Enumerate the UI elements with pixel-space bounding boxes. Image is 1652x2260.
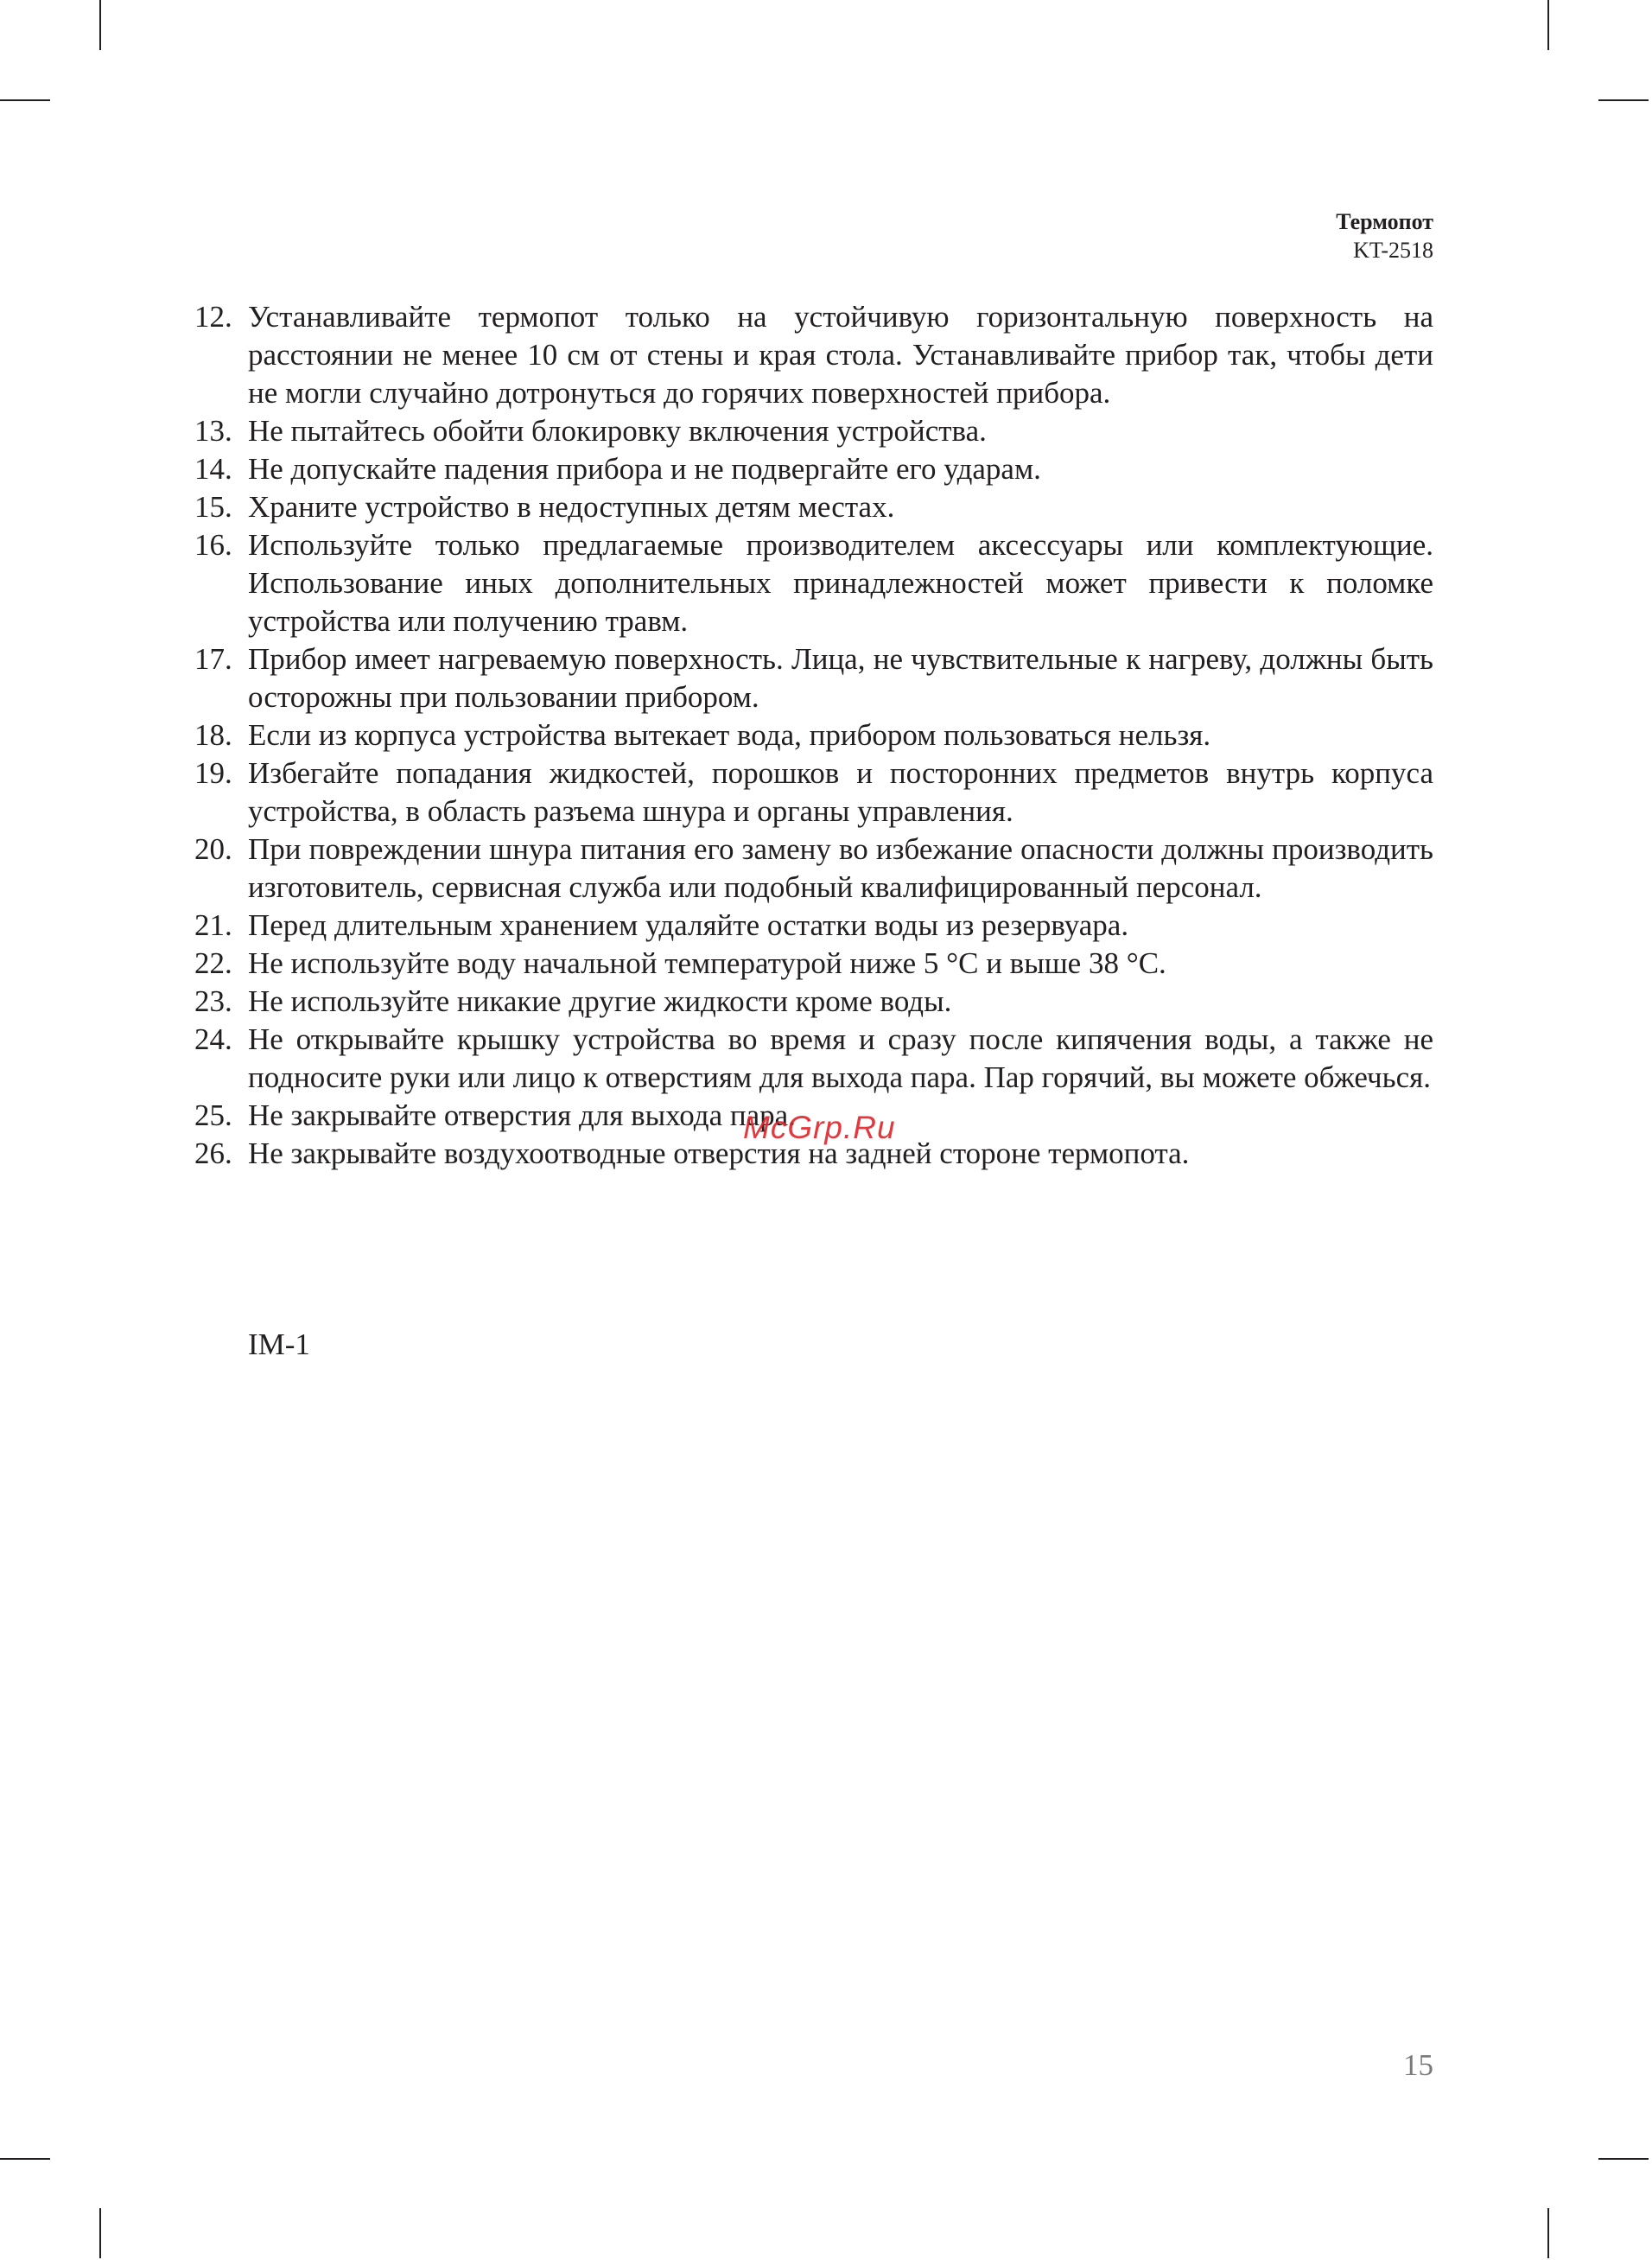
item-text: Не используйте воду начальной температурой ниже 5 °C и выше 38 °C.: [248, 946, 1166, 980]
item-number: 26.: [194, 1136, 232, 1170]
item-text: Устанавливайте термопот только на устойчивую горизонтальную поверхность на расстоянии не менее 10 см от стены и края стола. Устанавливайте прибор так, чтобы дети не могли случайно дотронуться до горячих поверхностей прибора.: [248, 300, 1433, 410]
crop-mark-bottom-left-horizontal: [0, 2158, 50, 2160]
list-item: [194, 298, 1433, 412]
item-number: 25.: [194, 1098, 232, 1132]
item-number: 13.: [194, 414, 232, 448]
item-text: Если из корпуса устройства вытекает вода, прибором пользоваться нельзя.: [248, 718, 1211, 752]
item-text: Не используйте никакие другие жидкости кроме воды.: [248, 984, 952, 1018]
item-number: 19.: [194, 756, 232, 790]
safety-instructions-list: [194, 298, 1433, 1173]
list-item: [194, 450, 1433, 488]
item-text: Используйте только предлагаемые производителем аксессуары или комплектующие. Использование иных дополнительных принадлежностей может привести к поломке устройства или получению травм.: [248, 528, 1433, 638]
list-item: [194, 526, 1433, 640]
item-number: 23.: [194, 984, 232, 1018]
crop-mark-top-left-horizontal: [0, 99, 50, 101]
item-number: 18.: [194, 718, 232, 752]
crop-mark-top-right-vertical: [1547, 0, 1549, 50]
document-code: IM-1: [248, 1327, 310, 1361]
item-text: Не закрывайте отверстия для выхода пара.: [248, 1098, 796, 1132]
header-model: KT-2518: [1353, 238, 1433, 263]
list-item: [194, 831, 1433, 907]
list-item: [194, 983, 1433, 1021]
item-text: Перед длительным хранением удаляйте остатки воды из резервуара.: [248, 908, 1129, 942]
crop-mark-bottom-right-horizontal: [1598, 2158, 1649, 2160]
page-number: 15: [1403, 2048, 1433, 2082]
item-text: Не открывайте крышку устройства во время и сразу после кипячения воды, а также не подносите руки или лицо к отверстиям для выхода пара. Пар горячий, вы можете обжечься.: [248, 1022, 1433, 1094]
list-item: [194, 754, 1433, 831]
crop-mark-bottom-right-vertical: [1547, 2208, 1549, 2258]
item-text: Храните устройство в недоступных детям местах.: [248, 490, 895, 524]
running-header: [1336, 207, 1433, 264]
item-number: 17.: [194, 642, 232, 676]
list-item: [194, 488, 1433, 526]
item-number: 16.: [194, 528, 232, 562]
item-number: 20.: [194, 832, 232, 866]
item-text: Избегайте попадания жидкостей, порошков и посторонних предметов внутрь корпуса устройства, в область разъема шнура и органы управления.: [248, 756, 1433, 828]
item-number: 24.: [194, 1022, 232, 1056]
crop-mark-top-left-vertical: [99, 0, 101, 50]
list-item: [194, 1021, 1433, 1097]
list-item: [194, 945, 1433, 983]
item-number: 14.: [194, 452, 232, 486]
list-item: [194, 640, 1433, 716]
list-item: [194, 907, 1433, 945]
watermark: McGrp.Ru: [743, 1110, 896, 1145]
header-title: Термопот: [1336, 209, 1433, 234]
item-number: 22.: [194, 946, 232, 980]
item-text: Не допускайте падения прибора и не подвергайте его ударам.: [248, 452, 1041, 486]
crop-mark-top-right-horizontal: [1598, 99, 1649, 101]
list-item: [194, 716, 1433, 754]
item-number: 15.: [194, 490, 232, 524]
item-text: При повреждении шнура питания его замену во избежание опасности должны производить изготовитель, сервисная служба или подобный квалифицированный персонал.: [248, 832, 1433, 904]
item-number: 12.: [194, 300, 232, 334]
list-item: [194, 412, 1433, 450]
item-number: 21.: [194, 908, 232, 942]
item-text: Не закрывайте воздухоотводные отверстия на задней стороне термопота.: [248, 1136, 1190, 1170]
item-text: Не пытайтесь обойти блокировку включения устройства.: [248, 414, 987, 448]
crop-mark-bottom-left-vertical: [99, 2208, 101, 2258]
item-text: Прибор имеет нагреваемую поверхность. Лица, не чувствительные к нагреву, должны быть осторожны при пользовании прибором.: [248, 642, 1433, 714]
